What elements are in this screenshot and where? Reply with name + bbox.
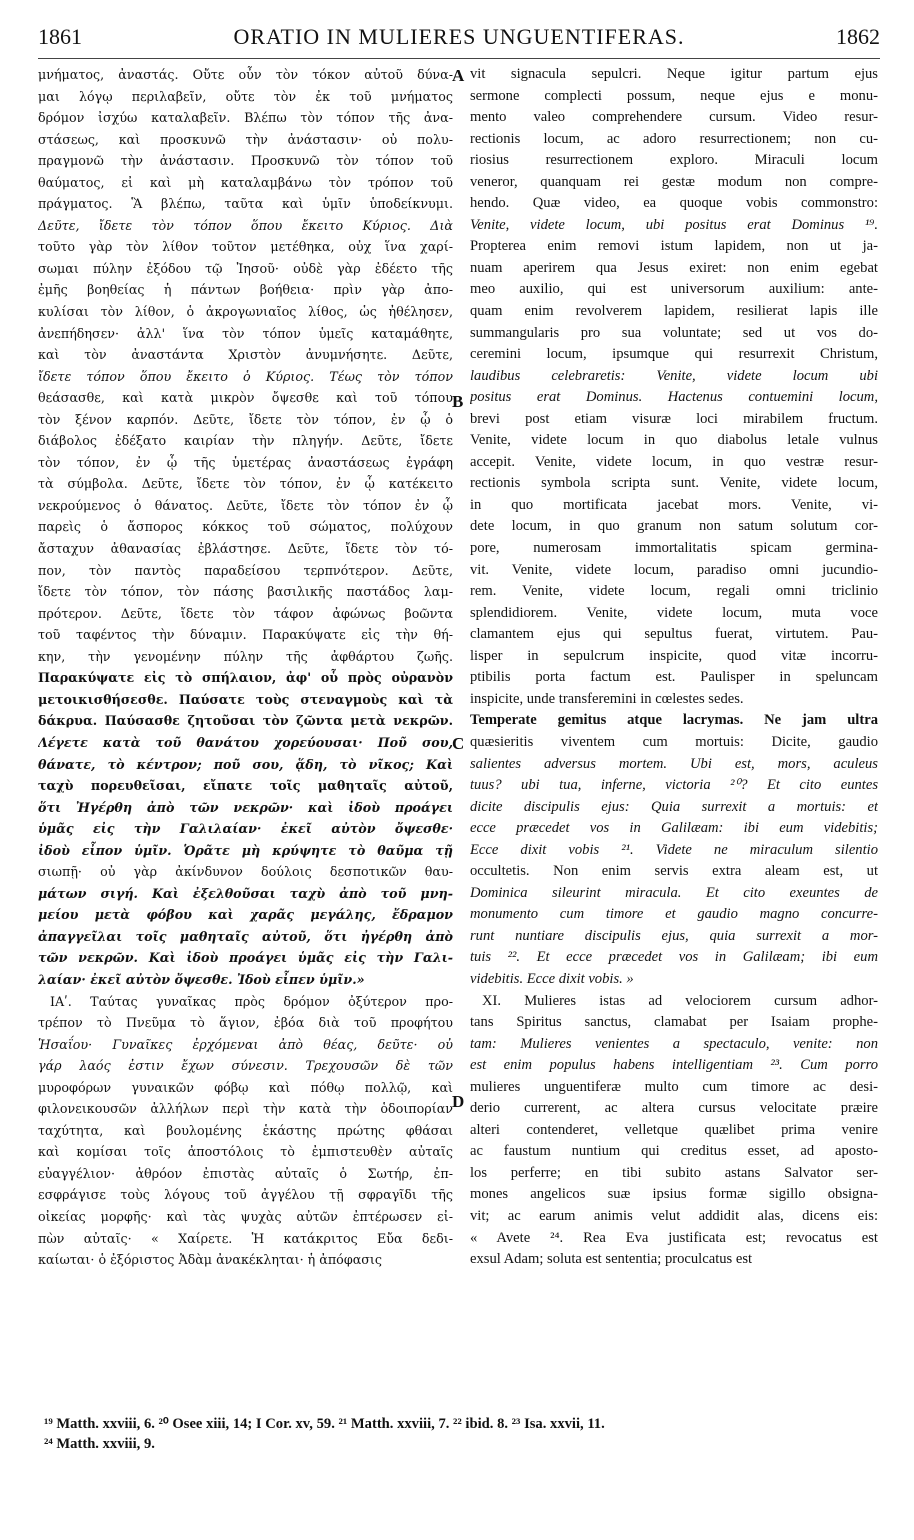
greek-text-line: ὅτι Ἠγέρθη ἀπὸ τῶν νεκρῶν· καὶ ἰδοὺ προάγει <box>38 799 453 815</box>
greek-text-line: στάσεως, καὶ προσκυνῶ τὴν ἀνάστασιν· οὐ πολυ- <box>38 131 453 147</box>
latin-text-line: in quo mortificata jacebat mors. Venite, vi- <box>470 496 878 513</box>
latin-text-line: clamantem ejus qui sepultus fuerat, virtutem. Pau- <box>470 626 878 643</box>
greek-text-line: Παρακύψατε εἰς τὸ σπήλαιον, ἀφ' οὗ πρὸς οὐρανὸν <box>38 670 453 686</box>
latin-text-line: Dominica sileurint miracula. Et cito exeuntes de <box>470 884 878 901</box>
greek-text-line: σιωπῇ· οὐ γὰρ ἀκίνδυνον δούλοις δεσποτικῶν θαυ- <box>38 864 453 880</box>
latin-text-line: lisper in sepulcrum inspicite, quod vitæ incorru- <box>470 647 878 664</box>
greek-text-line: καίωται· ὁ ἐξόριστος Ἀδὰμ ἀνακέκληται· ἡ ἀπόφασις <box>38 1252 383 1268</box>
greek-text-line: ΙΑʹ. Ταύτας γυναῖκας πρὸς δρόμον ὀξύτερον προ- <box>50 993 453 1009</box>
latin-text-line: Venite, videte locum, ubi positus erat Dominus ¹⁹. <box>470 216 878 233</box>
greek-text-line: παρεὶς ὁ ἄσπορος κόκκος τοῦ σώματος, πολύχουν <box>38 519 453 535</box>
latin-text-line: mones angelicos suæ ipsius formæ sigillo obsigna- <box>470 1186 878 1203</box>
latin-text-line: brevi post etiam visuræ loci mirabilem fructum. <box>470 410 878 427</box>
greek-text-line: καὶ κομίσαι τοῖς ἀποστόλοις τὸ ἐμπιστευθὲν αὐταῖς <box>38 1144 453 1160</box>
latin-text-line: exsul Adam; soluta est sententia; proculcatus est <box>470 1251 753 1268</box>
greek-text-line: Δεῦτε, ἴδετε τὸν τόπον ὅπου ἔκειτο Κύριος. Διὰ <box>38 217 453 233</box>
latin-text-line: inspicite, unde transferemini in cœlestes sedes. <box>470 690 744 707</box>
greek-text-line: πὼν αὐταῖς· « Χαίρετε. Ἡ κατάκριτος Εὔα δεδι- <box>38 1230 453 1246</box>
latin-text-line: tuis ²². Et ecce præcedet vos in Galilæam; ibi eum <box>470 949 878 966</box>
greek-text-line: ὑμᾶς εἰς τὴν Γαλιλαίαν· ἐκεῖ αὐτὸν ὄψεσθε· <box>38 821 453 837</box>
latin-text-line: salientes adversus mortem. Ubi est, mors, aculeus <box>470 755 878 772</box>
latin-text-line: rectionis locum, ac adoro resurrectionem; non cu- <box>470 130 878 147</box>
latin-text-line: rem. Venite, videte locum, regali omni triclinio <box>470 583 878 600</box>
latin-text-line: summangularis pro sua voluntate; sed ut vos do- <box>470 324 878 341</box>
latin-text-line: Ecce dixit vobis ²¹. Videte ne miraculum silentio <box>470 841 878 858</box>
greek-text-line: πράγματος. Ἃ βλέπω, ταῦτα καὶ ὑμῖν ὑποδείκνυμι. <box>38 196 453 212</box>
running-title: ORATIO IN MULIERES UNGUENTIFERAS. <box>233 24 685 49</box>
greek-text-line: γάρ λαός ἐστιν ἔχων σύνεσιν. Τρεχουσῶν δὲ τῶν <box>38 1058 453 1074</box>
greek-text-line: διάβολος ἐδέξατο καιρίαν τὴν πληγήν. Δεῦτε, ἴδετε <box>38 433 453 449</box>
latin-text-line: vit. Venite, videte locum, paradiso omni jucundio- <box>470 561 878 578</box>
latin-text-line: nuam aperirem qua Jesus exiret: non enim egebat <box>470 259 878 276</box>
greek-text-line: λαίαν· ἐκεῖ αὐτὸν ὄψεσθε. Ἰδοὺ εἶπεν ὑμῖν.» <box>38 971 365 987</box>
greek-text-line: εὐαγγέλιον· ἀθρόον ἐπιστὰς αὐταῖς ὁ Σωτήρ, ἐπ- <box>38 1165 453 1181</box>
latin-text-line: « Avete ²⁴. Rea Eva justificata est; revocatus est <box>470 1229 878 1246</box>
header-rule <box>38 58 880 59</box>
latin-text-line: quam enim revolverem lapidem, resilierat lapis ille <box>470 303 878 320</box>
greek-text-line: Ἡσαΐου· Γυναῖκες ἐρχόμεναι ἀπὸ θέας, δεῦτε· οὐ <box>38 1036 453 1052</box>
latin-text-line: vit signacula sepulcri. Neque igitur partum ejus <box>470 66 878 82</box>
latin-text-line: sermone complecti possum, neque ejus e monu- <box>470 87 878 104</box>
latin-column <box>470 64 878 1271</box>
latin-text-line: vit; ac earum animis velut addidit alas, dicens eis: <box>470 1207 878 1224</box>
latin-text-line: est enim populus habens intelligentiam ²³. Cum porro <box>470 1057 878 1074</box>
greek-text-line: μείου μετὰ φόβου καὶ χαρᾶς μεγάλης, ἔδραμον <box>38 907 453 923</box>
greek-text-line: τῶν νεκρῶν. Καὶ ἰδοὺ προάγει ὑμᾶς εἰς τὴν Γαλι- <box>38 950 453 966</box>
greek-text-line: τρέπον τὸ Πνεῦμα τὸ ἅγιον, ἐβόα διὰ τοῦ προφήτου <box>38 1015 453 1031</box>
latin-text-line: accepit. Venite, videte locum, in quo vestræ resur- <box>470 453 878 470</box>
footnote-line: ¹⁹ Matth. xxviii, 6. ²⁰ Osee xiii, 14; I Cor. xv, 59. ²¹ Matth. xxviii, 7. ²² ibid. 8. ²³ Isa. xxvii, 11. <box>44 1416 605 1432</box>
latin-text-line: pore, numerosam immortalitatis spicam germina- <box>470 540 878 557</box>
greek-text-line: μάτων σιγή. Καὶ ἐξελθοῦσαι ταχὺ ἀπὸ τοῦ μνη- <box>38 885 453 901</box>
latin-text-line: monumento cum timore et gaudio magno concurre- <box>470 906 878 923</box>
greek-text-line: θεάσασθε, καὶ κατὰ μικρὸν ὄψεσθε καὶ τοῦ τόπου <box>38 390 453 406</box>
greek-text-line: μνήματος, ἀναστάς. Οὔτε οὖν τὸν τόκον αὐτοῦ δύνα- <box>38 67 453 82</box>
greek-text-line: τοῦ ταφέντος τὴν δύναμιν. Παρακύψατε εἰς τὴν θή- <box>38 627 453 643</box>
margin-letter-d: D <box>452 1092 465 1111</box>
latin-text-line: riosius resurrectionem exploro. Miraculi locum <box>470 152 878 169</box>
page-number-left: 1861 <box>38 24 82 49</box>
greek-text-line: ἀπαγγεῖλαι τοῖς μαθηταῖς αὐτοῦ, ὅτι ἠγέρθη ἀπὸ <box>38 928 453 944</box>
latin-text-line: ptibilis porta factum est. Paulisper in speluncam <box>470 669 878 686</box>
greek-text-line: εσφράγισε τοὺς λόγους τοῦ ἀγγέλου τῇ σφραγῖδι τῆς <box>38 1187 453 1203</box>
margin-letter-c: C <box>452 734 465 753</box>
latin-text-line: ac faustum nuntium qui creditus esset, ad aposto- <box>470 1143 878 1160</box>
latin-text-line: ecce præcedet vos in Galilæam: ibi eum videbitis; <box>470 820 878 837</box>
greek-text-line: πρότερον. Δεῦτε, ἴδετε τὸν τάφον ἀφώνως βοῶντα <box>38 605 453 621</box>
latin-text-line: quæsieritis viventem cum mortuis: Dicite, gaudio <box>470 733 878 750</box>
page-header <box>38 24 880 56</box>
latin-text-line: meo auxilio, qui est universorum auxilium: ante- <box>470 281 878 298</box>
latin-text-line: Temperate gemitus atque lacrymas. Ne jam ultra <box>470 712 878 729</box>
latin-text-line: runt nuntiare discipulis ejus, quia surrexit a mor- <box>470 927 878 944</box>
greek-text-line: καὶ τὸν ἀναστάντα Χριστὸν ἀνυμνήσητε. Δεῦτε, <box>38 347 453 363</box>
latin-text-line: tuus? ubi tua, inferne, victoria ²⁰? Et cito euntes <box>470 777 878 794</box>
latin-text-line: laudibus celebraretis: Venite, videte locum ubi <box>470 367 878 384</box>
latin-text-line: rectionis symbola scripta sunt. Venite, videte locum, <box>470 475 878 492</box>
greek-text-line: ταχὺ πορευθεῖσαι, εἴπατε τοῖς μαθηταῖς αὐτοῦ, <box>38 778 453 794</box>
greek-column <box>38 64 453 1271</box>
greek-text-line: κην, τὴν γενομένην πύλην τῆς ἀφθάρτου ζωῆς. <box>38 648 453 664</box>
latin-text-line: derio currerent, ac altera cursus velocitate præire <box>470 1100 878 1117</box>
latin-text-line: splendidiorem. Venite, videte locum, muta voce <box>470 604 878 621</box>
latin-text-line: tans Spiritus sanctus, clamabat per Isaiam prophe- <box>470 1014 878 1031</box>
latin-text-line: Propterea enim removi istum lapidem, non ut ja- <box>470 238 878 255</box>
greek-text-line: μαι λόγῳ περιλαβεῖν, οὔτε τὸν ἐκ τοῦ μνήματος <box>38 88 453 104</box>
greek-text-line: σωμαι πύλην ἐξόδου τῷ Ἰησοῦ· οὐδὲ γὰρ ἐδέετο τῆς <box>38 260 453 276</box>
margin-letter-a: A <box>452 66 465 85</box>
greek-text-line: θάνατε, τὸ κέντρον; ποῦ σου, ᾅδη, τὸ νῖκος; Καὶ <box>38 756 453 772</box>
latin-text-line: hendo. Quæ video, ea quoque vobis commonstro: <box>470 195 878 212</box>
latin-text-line: mulieres unguentiferæ multo cum timore ac desi- <box>470 1078 878 1095</box>
greek-text-line: οἰκείας μορφῆς· καὶ τὰς ψυχὰς αὐτῶν ἐπτέρωσεν εἰ- <box>38 1208 453 1224</box>
greek-text-line: μυροφόρων γυναικῶν φόβῳ καὶ πόθῳ πολλῷ, καὶ <box>38 1079 453 1095</box>
greek-text-line: δρόμον ἰσχύω καταλαβεῖν. Βλέπω τὸν τόπον τῆς ἀνα- <box>38 110 453 126</box>
latin-text-line: veneror, quanquam rei gestæ modum non compre- <box>470 173 878 190</box>
greek-text-line: νεκρούμενος ὁ θάνατος. Δεῦτε, ἴδετε τὸν τόπον ἐν ᾧ <box>38 497 453 513</box>
latin-text-line: los perferre; en tibi subito astans Salvator ser- <box>470 1164 878 1181</box>
latin-text-line: tam: Mulieres venientes a spectaculo, venite: non <box>470 1035 878 1052</box>
greek-text-line: ἐμῆς βοηθείας ἡ πάντων βοήθεια· πρὶν γὰρ ἀπο- <box>38 282 453 298</box>
greek-text-line: μετοικισθήσεσθε. Παύσατε τοὺς στεναγμοὺς καὶ τὰ <box>38 691 453 707</box>
greek-text-line: ἴδετε τόπον ὅπου ἔκειτο ὁ Κύριος. Τέως τὸν τόπον <box>38 368 453 384</box>
footnotes <box>44 1414 884 1454</box>
greek-text-line: τὰ σύμβολα. Δεῦτε, ἴδετε τὸν τόπον, ἐν ᾧ κατέκειτο <box>38 476 453 492</box>
latin-text-line: ceremini locum, ipsumque qui resurrexit Christum, <box>470 346 878 363</box>
greek-text-line: ταχύτητα, καὶ βουλομένης ἑκάστης πρώτης φθάσαι <box>38 1122 453 1138</box>
greek-text-line: ἄσταχυν ἀθανασίας ἐβλάστησε. Δεῦτε, ἴδετε τὸν τό- <box>38 541 453 557</box>
latin-text-line: mento valeo comprehendere cursum. Video resur- <box>470 109 878 126</box>
greek-text-line: πον, τὸν παντὸς παραδείσου τερπνότερον. Δεῦτε, <box>38 562 453 578</box>
greek-text-line: τὸν ξένον καρπόν. Δεῦτε, ἴδετε τὸν τόπον, ἐν ᾧ ὁ <box>38 411 453 427</box>
latin-text-line: Venite, videte locum in quo diabolus letale vulnus <box>470 432 878 449</box>
latin-text-line: videbitis. Ecce dixit vobis. » <box>470 970 634 987</box>
latin-text-line: positus erat Dominus. Hactenus contuemini locum, <box>470 389 878 406</box>
page-number-right: 1862 <box>836 24 880 49</box>
greek-text-line: τοῦτο γὰρ τὸν λίθον τοῦτον μετέθηκα, οὐχ ἵνα χαρί- <box>38 239 453 255</box>
greek-text-line: δάκρυα. Παύσασθε ζητοῦσαι τὸν ζῶντα μετὰ νεκρῶν. <box>38 713 453 729</box>
greek-text-line: τὸν τόπον, ἐν ᾧ τῆς ὑμετέρας ἀναστάσεως ἐγράφη <box>38 454 453 470</box>
latin-text-line: dete locum, in quo granum non satum solutum cor- <box>470 518 878 535</box>
margin-letter-b: B <box>452 392 464 411</box>
greek-text-line: θαύματος, εἰ καὶ μὴ καταλαμβάνω τὸν τρόπον τοῦ <box>38 174 453 190</box>
greek-text-line: ἴδετε τὸν τόπον, τὸν πάσης βασιλικῆς παστάδος λαμ- <box>38 584 453 600</box>
greek-text-line: φιλονεικουσῶν ἀλλήλων περὶ τὴν κατὰ τὴν ὁδοιπορίαν <box>38 1101 453 1117</box>
latin-text-line: alteri contenderet, velletque quælibet prima venire <box>470 1121 878 1138</box>
latin-text-line: XI. Mulieres istas ad velociorem cursum adhor- <box>482 992 878 1009</box>
footnote-line: ²⁴ Matth. xxviii, 9. <box>44 1436 155 1452</box>
greek-text-line: πραγμονῶ τὴν ἀνάστασιν. Προσκυνῶ τὸν τόπον τοῦ <box>38 153 453 169</box>
latin-text-line: dicite discipulis ejus: Quia surrexit a mortuis: et <box>470 798 878 815</box>
greek-text-line: κυλίσαι τὸν λίθον, ὁ ἀκρογωνιαῖος λίθος, ὡς ἠθέλησεν, <box>38 304 453 320</box>
latin-text-line: occultetis. Non enim servis extra aleam est, ut <box>470 863 878 880</box>
greek-text-line: ἀνεπήδησεν· ἀλλ' ἵνα τὸν τόπον ὑμεῖς καταμάθητε, <box>38 325 453 341</box>
greek-text-line: Λέγετε κατὰ τοῦ θανάτου χορεύουσαι· Ποῦ σου, <box>38 734 453 750</box>
greek-text-line: ἰδοὺ εἶπον ὑμῖν. Ὁρᾶτε μὴ κρύψητε τὸ θαῦμα τῇ <box>38 842 453 858</box>
